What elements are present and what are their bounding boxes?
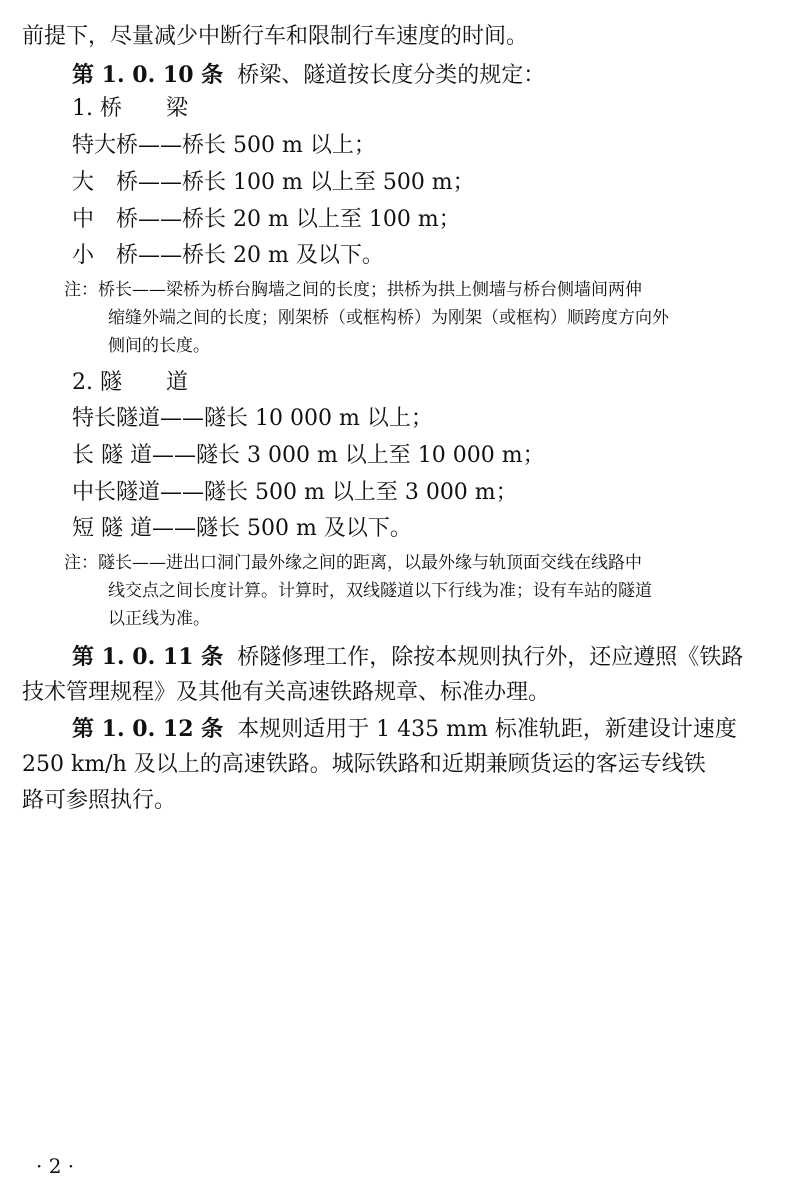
clause-1-0-12-continuation-1: 250 km/h 及以上的高速铁路。城际铁路和近期兼顾货运的客运专线铁 <box>22 752 706 777</box>
paragraph-continuation: 前提下，尽量减少中断行车和限制行车速度的时间。 <box>22 24 529 49</box>
page-number: · 2 · <box>36 1154 75 1178</box>
clause-1-0-11-continuation: 技术管理规程》及其他有关高速铁路规章、标准办理。 <box>22 680 551 705</box>
bridge-class-large: 大 桥——桥长 100 m 以上至 500 m； <box>72 170 475 195</box>
tunnel-class-long: 长 隧 道——隧长 3 000 m 以上至 10 000 m； <box>72 443 545 468</box>
clause-number: 第 1. 0. 12 条 <box>72 716 224 742</box>
tunnel-note-line-1: 注：隧长——进出口洞门最外缘之间的距离，以最外缘与轨顶面交线在线路中 <box>64 553 642 573</box>
clause-text: 桥隧修理工作，除按本规则执行外，还应遵照《铁路 <box>237 645 744 670</box>
bridge-subheading: 1. 桥 梁 <box>72 96 188 121</box>
tunnel-class-short: 短 隧 道——隧长 500 m 及以下。 <box>72 516 412 541</box>
clause-1-0-12-continuation-2: 路可参照执行。 <box>22 788 177 813</box>
clause-number: 第 1. 0. 10 条 <box>72 62 224 88</box>
clause-1-0-10-heading <box>72 62 545 89</box>
tunnel-subheading: 2. 隧 道 <box>72 370 188 395</box>
bridge-class-medium: 中 桥——桥长 20 m 以上至 100 m； <box>72 207 461 232</box>
bridge-class-extra-large: 特大桥——桥长 500 m 以上； <box>72 133 376 158</box>
tunnel-note-line-2: 线交点之间长度计算。计算时，双线隧道以下行线为准；设有车站的隧道 <box>108 581 652 601</box>
tunnel-class-extra-long: 特长隧道——隧长 10 000 m 以上； <box>72 406 433 431</box>
clause-text: 桥梁、隧道按长度分类的规定： <box>237 63 546 88</box>
tunnel-class-medium-long: 中长隧道——隧长 500 m 以上至 3 000 m； <box>72 480 518 505</box>
tunnel-note-line-3: 以正线为准。 <box>108 609 210 629</box>
bridge-note-line-2: 缩缝外端之间的长度；刚架桥（或框构桥）为刚架（或框构）顺跨度方向外 <box>108 308 669 328</box>
bridge-class-small: 小 桥——桥长 20 m 及以下。 <box>72 243 384 268</box>
clause-1-0-11-heading <box>72 644 743 671</box>
clause-number: 第 1. 0. 11 条 <box>72 644 224 670</box>
clause-text: 本规则适用于 1 435 mm 标准轨距，新建设计速度 <box>237 717 737 742</box>
bridge-note-line-1: 注：桥长——梁桥为桥台胸墙之间的长度；拱桥为拱上侧墙与桥台侧墙间两伸 <box>64 280 642 300</box>
bridge-note-line-3: 侧间的长度。 <box>108 336 210 356</box>
clause-1-0-12-heading <box>72 716 737 743</box>
